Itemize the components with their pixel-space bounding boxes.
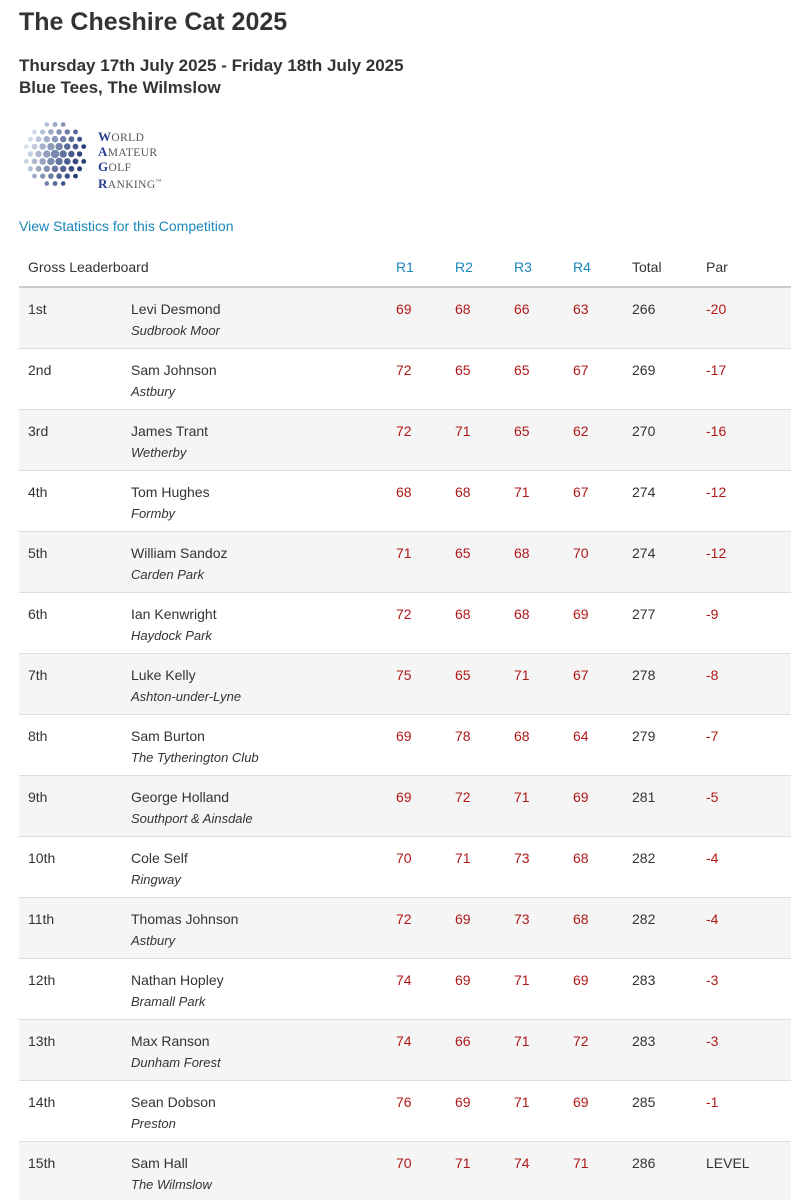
column-header-r3[interactable]: R3 [514, 258, 532, 275]
position-cell: 7th [28, 666, 48, 683]
round-3-score: 71 [514, 483, 530, 500]
table-row[interactable] [19, 958, 791, 1019]
total-score: 286 [632, 1154, 656, 1171]
round-3-score: 71 [514, 971, 530, 988]
round-2-score: 65 [455, 544, 471, 561]
player-cell [131, 958, 396, 1019]
round-3-score: 71 [514, 1093, 530, 1110]
player-cell [131, 897, 396, 958]
to-par-score: -7 [706, 727, 719, 744]
round-3-score: 71 [514, 1032, 530, 1049]
round-3-score: 68 [514, 727, 530, 744]
to-par-score: -5 [706, 788, 719, 805]
round-3-score: 65 [514, 422, 530, 439]
player-club: Sudbrook Moor [131, 323, 220, 338]
to-par-score: -12 [706, 544, 727, 561]
round-4-score: 69 [573, 788, 589, 805]
round-1-score: 72 [396, 605, 412, 622]
round-1-score: 69 [396, 788, 412, 805]
player-cell [131, 470, 396, 531]
player-cell [131, 348, 396, 409]
player-cell [131, 653, 396, 714]
player-name[interactable]: Nathan Hopley [131, 971, 224, 988]
player-cell [131, 592, 396, 653]
table-row[interactable] [19, 531, 791, 592]
round-1-score: 76 [396, 1093, 412, 1110]
player-name[interactable]: Luke Kelly [131, 666, 196, 683]
round-1-score: 72 [396, 361, 412, 378]
player-cell [131, 1080, 396, 1141]
player-name[interactable]: William Sandoz [131, 544, 228, 561]
round-2-score: 78 [455, 727, 471, 744]
table-row[interactable] [19, 592, 791, 653]
player-club: Preston [131, 1115, 176, 1131]
player-club: Ashton-under-Lyne [131, 688, 242, 704]
round-3-score: 71 [514, 666, 530, 683]
round-3-score: 65 [514, 361, 530, 378]
player-cell [131, 287, 396, 348]
position-cell: 14th [28, 1093, 56, 1110]
round-2-score: 66 [455, 1032, 471, 1049]
round-1-score: 70 [396, 1154, 412, 1171]
player-cell [131, 836, 396, 897]
round-1-score: 68 [396, 483, 412, 500]
total-score: 283 [632, 1032, 656, 1049]
event-dates: Thursday 17th July 2025 - Friday 18th July 2025 [19, 56, 404, 75]
player-club: Ringway [131, 871, 181, 887]
player-club: Wetherby [131, 444, 187, 460]
round-3-score: 71 [514, 788, 530, 805]
round-2-score: 69 [455, 971, 471, 988]
leaderboard-title: Gross Leaderboard [28, 258, 149, 275]
table-row[interactable] [19, 897, 791, 958]
round-2-score: 69 [455, 910, 471, 927]
player-club: Carden Park [131, 566, 204, 582]
round-2-score: 65 [455, 666, 471, 683]
position-cell: 12th [28, 971, 56, 988]
player-name[interactable]: Tom Hughes [131, 483, 210, 500]
position-cell: 1st [28, 301, 47, 317]
round-1-score: 74 [396, 971, 412, 988]
total-score: 269 [632, 361, 656, 378]
round-4-score: 69 [573, 971, 589, 988]
round-3-score: 66 [514, 301, 530, 317]
to-par-score: -3 [706, 1032, 719, 1049]
player-name[interactable]: Levi Desmond [131, 301, 221, 317]
position-cell: 2nd [28, 361, 52, 378]
golf-ball-icon [19, 118, 91, 190]
column-header-r2[interactable]: R2 [455, 258, 473, 275]
table-row[interactable] [19, 1019, 791, 1080]
player-club: Astbury [131, 383, 176, 399]
total-score: 277 [632, 605, 656, 622]
table-row[interactable] [19, 714, 791, 775]
round-1-score: 72 [396, 422, 412, 439]
to-par-score: -4 [706, 849, 719, 866]
round-4-score: 64 [573, 727, 589, 744]
round-2-score: 65 [455, 361, 471, 378]
player-name[interactable]: George Holland [131, 788, 230, 805]
round-1-score: 69 [396, 727, 412, 744]
round-1-score: 72 [396, 910, 412, 927]
player-cell [131, 775, 396, 836]
round-2-score: 68 [455, 483, 471, 500]
position-cell: 13th [28, 1032, 56, 1049]
round-4-score: 68 [573, 849, 589, 866]
player-club: Southport & Ainsdale [131, 810, 253, 826]
player-name[interactable]: Sam Johnson [131, 361, 217, 378]
table-row[interactable] [19, 287, 791, 348]
player-cell [131, 409, 396, 470]
total-score: 279 [632, 727, 656, 744]
table-row[interactable] [19, 1141, 791, 1200]
round-2-score: 71 [455, 422, 471, 439]
player-club: Formby [131, 505, 176, 521]
to-par-score: -16 [706, 422, 727, 439]
table-row[interactable] [19, 1080, 791, 1141]
position-cell: 11th [28, 910, 55, 927]
event-venue: Blue Tees, The Wilmslow [19, 78, 221, 97]
player-name[interactable]: Cole Self [131, 849, 188, 866]
round-1-score: 69 [396, 301, 412, 317]
position-cell: 3rd [28, 422, 49, 439]
round-2-score: 68 [455, 301, 471, 317]
round-2-score: 72 [455, 788, 471, 805]
total-score: 266 [632, 301, 656, 317]
column-header-r4[interactable]: R4 [573, 258, 591, 275]
round-2-score: 69 [455, 1093, 471, 1110]
column-header-r1[interactable]: R1 [396, 258, 414, 275]
player-name[interactable]: Sean Dobson [131, 1093, 216, 1110]
round-4-score: 62 [573, 422, 589, 439]
total-score: 270 [632, 422, 656, 439]
table-row[interactable] [19, 775, 791, 836]
position-cell: 4th [28, 483, 48, 500]
world-amateur-golf-ranking-logo [19, 108, 171, 200]
round-3-score: 68 [514, 544, 530, 561]
player-cell [131, 1141, 396, 1200]
to-par-score: -17 [706, 361, 727, 378]
position-cell: 15th [28, 1154, 56, 1171]
round-4-score: 68 [573, 910, 589, 927]
round-3-score: 68 [514, 605, 530, 622]
round-3-score: 73 [514, 849, 530, 866]
page-title: The Cheshire Cat 2025 [19, 8, 288, 36]
position-cell: 8th [28, 727, 48, 744]
table-row[interactable] [19, 409, 791, 470]
player-name[interactable]: Ian Kenwright [131, 605, 217, 622]
round-3-score: 74 [514, 1154, 530, 1171]
player-club: Astbury [131, 932, 176, 948]
logo-wordmark: WORLD AMATEUR GOLF RANKING™ [98, 129, 162, 191]
player-club: Haydock Park [131, 627, 212, 643]
position-cell: 9th [28, 788, 48, 805]
player-cell [131, 531, 396, 592]
player-club: The Tytherington Club [131, 749, 259, 765]
player-name[interactable]: James Trant [131, 422, 209, 439]
table-row[interactable] [19, 348, 791, 409]
round-1-score: 74 [396, 1032, 412, 1049]
table-row[interactable] [19, 653, 791, 714]
round-4-score: 67 [573, 666, 589, 683]
position-cell: 10th [28, 849, 56, 866]
to-par-score: -8 [706, 666, 719, 683]
round-4-score: 63 [573, 301, 589, 317]
round-4-score: 67 [573, 483, 589, 500]
total-score: 274 [632, 483, 656, 500]
round-1-score: 70 [396, 849, 412, 866]
player-name[interactable]: Sam Burton [131, 727, 205, 744]
round-4-score: 69 [573, 1093, 589, 1110]
total-score: 283 [632, 971, 656, 988]
total-score: 282 [632, 910, 656, 927]
round-3-score: 73 [514, 910, 530, 927]
to-par-score: LEVEL [706, 1154, 750, 1171]
round-4-score: 72 [573, 1032, 589, 1049]
round-1-score: 75 [396, 666, 412, 683]
round-2-score: 71 [455, 849, 471, 866]
round-4-score: 67 [573, 361, 589, 378]
player-name[interactable]: Thomas Johnson [131, 910, 239, 927]
total-score: 274 [632, 544, 656, 561]
player-club: Dunham Forest [131, 1054, 221, 1070]
player-cell [131, 1019, 396, 1080]
leaderboard-header-row [19, 247, 791, 287]
to-par-score: -20 [706, 301, 727, 317]
player-club: Bramall Park [131, 993, 206, 1009]
table-row[interactable] [19, 836, 791, 897]
to-par-score: -4 [706, 910, 719, 927]
total-score: 285 [632, 1093, 656, 1110]
leaderboard-body [19, 287, 791, 1200]
round-4-score: 70 [573, 544, 589, 561]
column-header-total: Total [632, 258, 662, 275]
position-cell: 5th [28, 544, 48, 561]
round-2-score: 68 [455, 605, 471, 622]
gross-leaderboard-table [19, 247, 791, 1200]
to-par-score: -9 [706, 605, 719, 622]
round-4-score: 69 [573, 605, 589, 622]
to-par-score: -12 [706, 483, 727, 500]
player-name[interactable]: Max Ranson [131, 1032, 210, 1049]
to-par-score: -3 [706, 971, 719, 988]
total-score: 282 [632, 849, 656, 866]
round-4-score: 71 [573, 1154, 589, 1171]
column-header-par: Par [706, 258, 728, 275]
player-cell [131, 714, 396, 775]
position-cell: 6th [28, 605, 48, 622]
player-club: The Wilmslow [131, 1176, 212, 1192]
total-score: 278 [632, 666, 656, 683]
to-par-score: -1 [706, 1093, 719, 1110]
round-2-score: 71 [455, 1154, 471, 1171]
view-statistics-link[interactable]: View Statistics for this Competition [19, 218, 234, 234]
table-row[interactable] [19, 470, 791, 531]
player-name[interactable]: Sam Hall [131, 1154, 188, 1171]
total-score: 281 [632, 788, 656, 805]
round-1-score: 71 [396, 544, 412, 561]
